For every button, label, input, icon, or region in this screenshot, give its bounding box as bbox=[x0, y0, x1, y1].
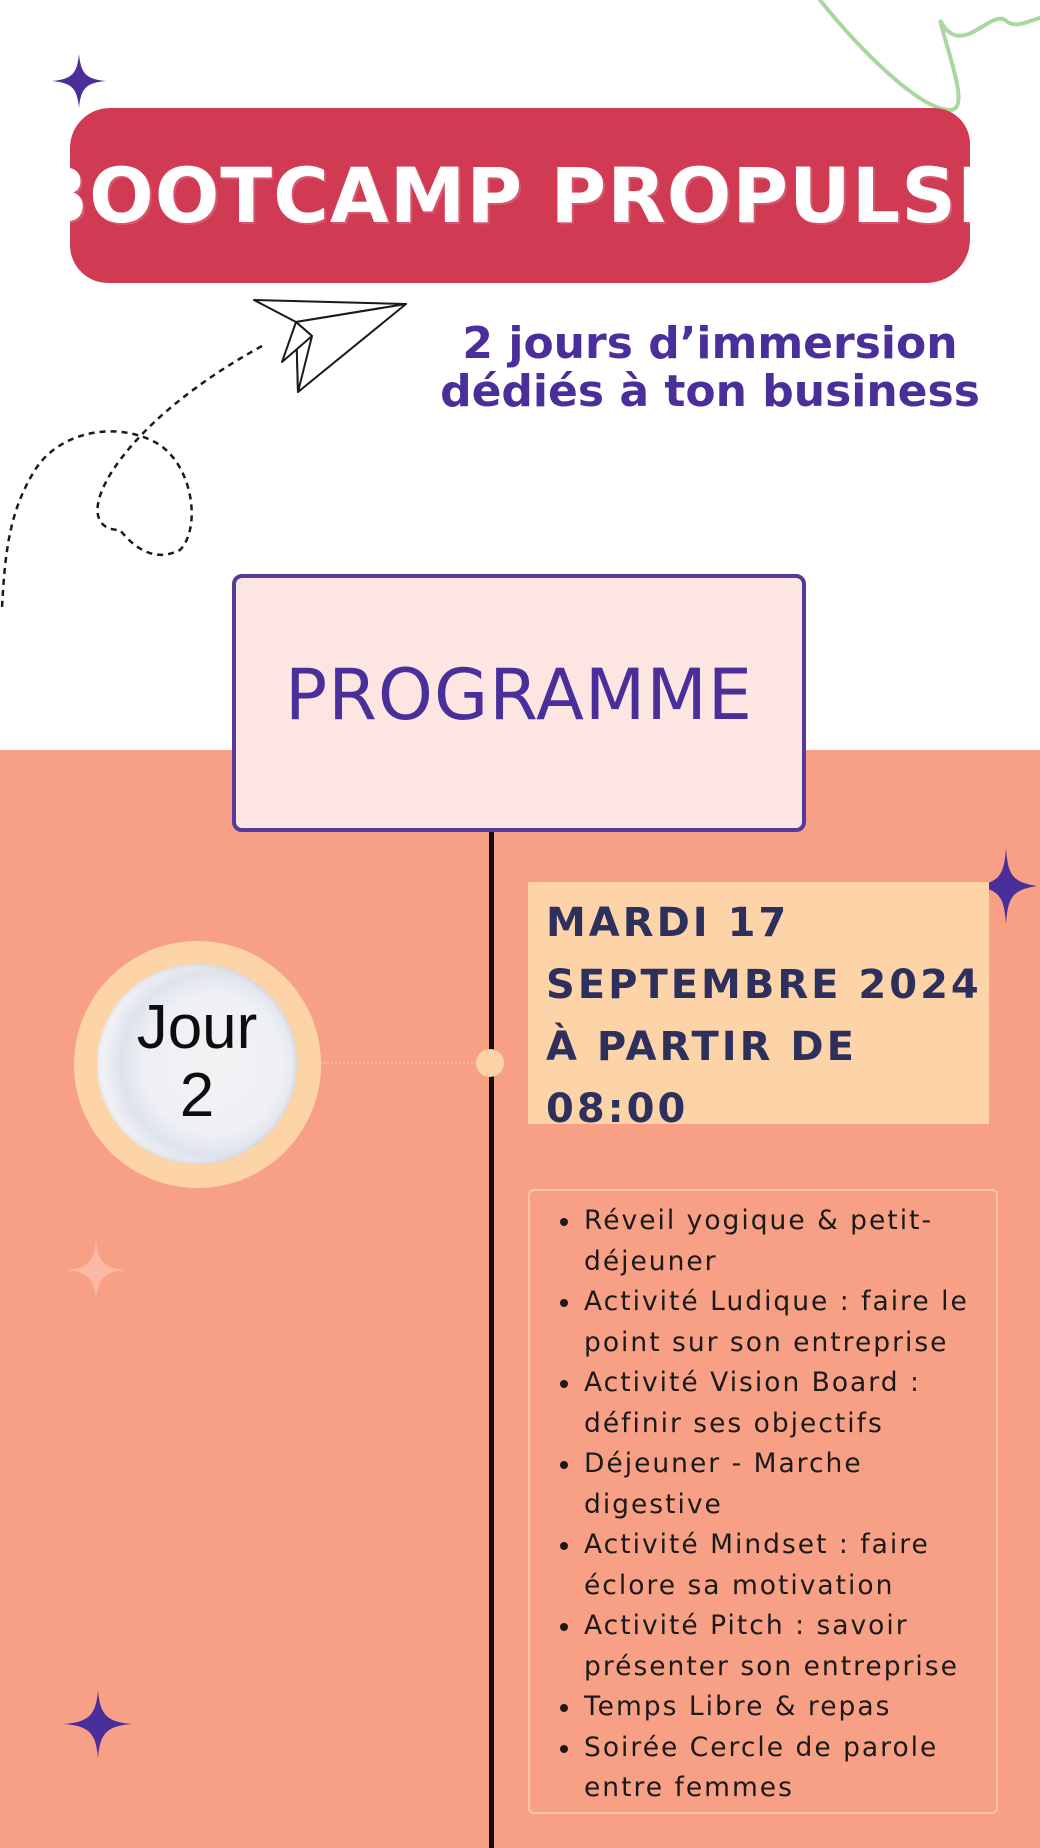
green-scribble bbox=[800, 0, 1040, 120]
dashed-flight-path bbox=[0, 340, 270, 610]
activity-line: Activité Ludique : faire le bbox=[584, 1286, 969, 1317]
programme-label: PROGRAMME bbox=[285, 654, 753, 736]
timeline-connector bbox=[320, 1062, 476, 1064]
timeline-line bbox=[489, 832, 494, 1848]
programme-box bbox=[232, 574, 806, 832]
activity-line: présenter son entreprise bbox=[584, 1650, 959, 1682]
activity-item bbox=[584, 1728, 996, 1809]
activity-item bbox=[584, 1525, 996, 1606]
subtitle-line-1: 2 jours d’immersion bbox=[462, 318, 958, 369]
title-banner bbox=[30, 108, 1010, 283]
activity-line: digestive bbox=[584, 1488, 723, 1520]
activity-item bbox=[584, 1363, 996, 1444]
activity-line: éclore sa motivation bbox=[584, 1569, 895, 1601]
activity-line: définir ses objectifs bbox=[584, 1407, 884, 1439]
date-line-1: MARDI 17 bbox=[546, 900, 790, 946]
activity-line: Déjeuner - Marche bbox=[584, 1448, 863, 1479]
activity-item bbox=[584, 1687, 996, 1728]
activity-line: déjeuner bbox=[584, 1245, 718, 1277]
subtitle bbox=[430, 320, 990, 416]
activity-line: Temps Libre & repas bbox=[584, 1691, 892, 1722]
activities-box bbox=[528, 1189, 998, 1814]
sparkle-icon bbox=[64, 1690, 132, 1758]
activity-line: point sur son entreprise bbox=[584, 1326, 949, 1358]
date-line-2: SEPTEMBRE 2024 bbox=[546, 962, 982, 1008]
activities-list bbox=[530, 1201, 996, 1809]
day-badge-number: 2 bbox=[179, 1061, 215, 1130]
activity-line: Soirée Cercle de parole bbox=[584, 1731, 939, 1763]
sparkle-icon bbox=[52, 54, 106, 108]
date-box bbox=[528, 882, 989, 1132]
date-text bbox=[546, 892, 983, 1140]
day-badge bbox=[97, 994, 297, 1130]
activity-item bbox=[584, 1444, 996, 1525]
activity-item bbox=[584, 1201, 996, 1282]
activity-item bbox=[584, 1606, 996, 1687]
activity-line: Activité Mindset : faire bbox=[584, 1529, 930, 1560]
timeline-dot bbox=[476, 1049, 504, 1077]
sparkle-icon bbox=[66, 1240, 126, 1300]
activity-line: Activité Pitch : savoir bbox=[584, 1610, 909, 1641]
activity-line: entre femmes bbox=[584, 1772, 794, 1803]
date-line-3: À PARTIR DE bbox=[546, 1024, 857, 1070]
activity-line: Activité Vision Board : bbox=[584, 1367, 921, 1398]
title: BOOTCAMP PROPULSE bbox=[30, 151, 1010, 240]
day-badge-label: Jour bbox=[136, 993, 258, 1062]
activity-line: Réveil yogique & petit- bbox=[584, 1205, 934, 1236]
date-line-4: 08:00 bbox=[546, 1086, 689, 1132]
paper-plane-icon bbox=[252, 296, 412, 396]
subtitle-line-2: dédiés à ton business bbox=[440, 366, 980, 417]
activity-item bbox=[584, 1282, 996, 1363]
